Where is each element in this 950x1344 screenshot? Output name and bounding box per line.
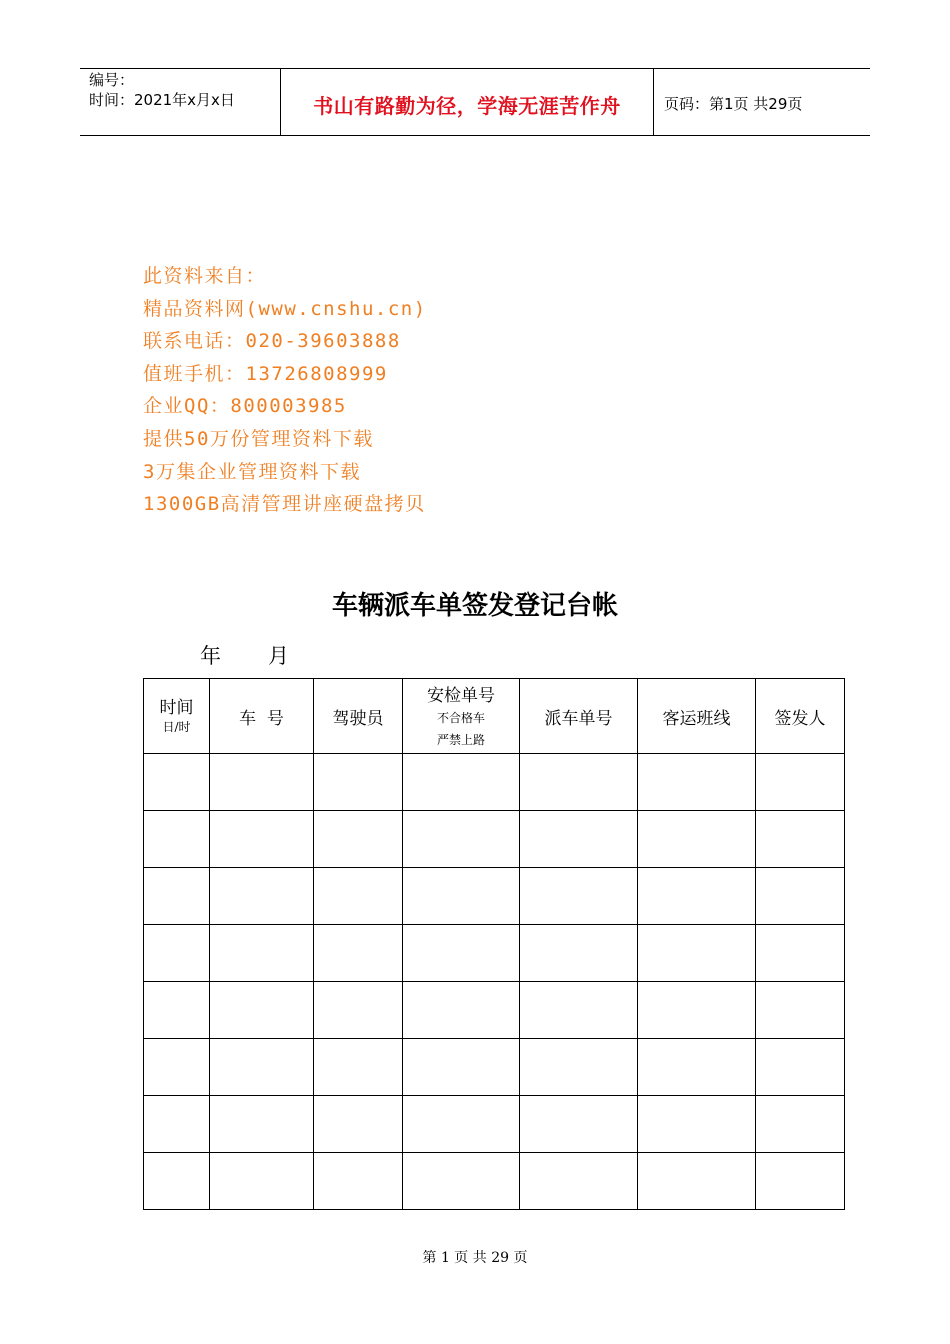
table-cell[interactable] bbox=[403, 754, 520, 811]
table-cell[interactable] bbox=[638, 754, 756, 811]
inspection-header-note: 不合格车 bbox=[436, 710, 485, 725]
table-cell[interactable] bbox=[314, 982, 403, 1039]
table-cell[interactable] bbox=[520, 754, 638, 811]
header-motto: 书山有路勤为径，学海无涯苦作舟 bbox=[313, 94, 621, 118]
column-header-issuer bbox=[756, 679, 845, 754]
table-cell[interactable] bbox=[520, 811, 638, 868]
source-line: 1300GB高清管理讲座硬盘拷贝 bbox=[143, 493, 426, 516]
table-cell[interactable] bbox=[403, 925, 520, 982]
table-row bbox=[144, 1039, 845, 1096]
column-header-driver bbox=[314, 679, 403, 754]
table-cell[interactable] bbox=[314, 811, 403, 868]
column-header-plate bbox=[210, 679, 314, 754]
table-cell[interactable] bbox=[520, 1096, 638, 1153]
header-page-info: 页码：第1页 共29页 bbox=[664, 95, 803, 113]
document-header bbox=[80, 68, 870, 136]
inspection-header-label: 安检单号 bbox=[427, 685, 495, 706]
table-cell[interactable] bbox=[144, 811, 210, 868]
table-cell[interactable] bbox=[756, 1096, 845, 1153]
table-cell[interactable] bbox=[144, 1153, 210, 1210]
header-motto-cell bbox=[281, 69, 654, 135]
table-body bbox=[144, 754, 845, 1210]
table-cell[interactable] bbox=[314, 1039, 403, 1096]
source-line: 提供50万份管理资料下载 bbox=[143, 427, 374, 450]
table-cell[interactable] bbox=[210, 868, 314, 925]
column-header-inspection bbox=[403, 679, 520, 754]
table-cell[interactable] bbox=[403, 982, 520, 1039]
plate-header-label: 车 号 bbox=[239, 708, 284, 729]
table-cell[interactable] bbox=[144, 754, 210, 811]
table-cell[interactable] bbox=[144, 982, 210, 1039]
table-cell[interactable] bbox=[210, 982, 314, 1039]
page-footer: 第 1 页 共 29 页 bbox=[422, 1250, 528, 1266]
issuer-header-label: 签发人 bbox=[774, 708, 826, 729]
table-row bbox=[144, 811, 845, 868]
table-cell[interactable] bbox=[144, 868, 210, 925]
column-header-time bbox=[144, 679, 210, 754]
table-cell[interactable] bbox=[638, 1039, 756, 1096]
column-header-route bbox=[638, 679, 756, 754]
source-line: 值班手机：13726808999 bbox=[143, 362, 388, 385]
table-cell[interactable] bbox=[520, 925, 638, 982]
table-cell[interactable] bbox=[520, 1039, 638, 1096]
table-cell[interactable] bbox=[210, 1096, 314, 1153]
document-title: 车辆派车单签发登记台帐 bbox=[331, 591, 618, 621]
time-header-label: 时间 bbox=[159, 698, 194, 718]
table-cell[interactable] bbox=[756, 811, 845, 868]
table-cell[interactable] bbox=[314, 754, 403, 811]
table-cell[interactable] bbox=[210, 754, 314, 811]
table-cell[interactable] bbox=[403, 811, 520, 868]
table-cell[interactable] bbox=[144, 925, 210, 982]
table-cell[interactable] bbox=[638, 925, 756, 982]
table-cell[interactable] bbox=[638, 811, 756, 868]
source-line: 此资料来自： bbox=[143, 265, 267, 287]
source-line: 3万集企业管理资料下载 bbox=[143, 460, 361, 483]
table-cell[interactable] bbox=[403, 1096, 520, 1153]
time-header-sublabel: 日/时 bbox=[162, 720, 191, 734]
table-cell[interactable] bbox=[144, 1039, 210, 1096]
table-cell[interactable] bbox=[403, 1039, 520, 1096]
source-line: 联系电话：020-39603888 bbox=[143, 330, 401, 353]
table-cell[interactable] bbox=[210, 1039, 314, 1096]
table-cell[interactable] bbox=[520, 1153, 638, 1210]
table-cell[interactable] bbox=[144, 1096, 210, 1153]
source-line: 精品资料网(www.cnshu.cn) bbox=[143, 297, 427, 320]
table-cell[interactable] bbox=[210, 811, 314, 868]
table-row bbox=[144, 754, 845, 811]
table-cell[interactable] bbox=[756, 868, 845, 925]
table-cell[interactable] bbox=[520, 982, 638, 1039]
document-number-label: 编号： bbox=[89, 71, 135, 89]
column-header-dispatch-number bbox=[520, 679, 638, 754]
table-cell[interactable] bbox=[403, 1153, 520, 1210]
source-info-block bbox=[143, 260, 427, 521]
month-label: 月 bbox=[268, 644, 289, 668]
inspection-header-note: 严禁上路 bbox=[436, 732, 485, 747]
table-row bbox=[144, 1096, 845, 1153]
table-cell[interactable] bbox=[638, 1153, 756, 1210]
table-row bbox=[144, 925, 845, 982]
table-row bbox=[144, 1153, 845, 1210]
table-cell[interactable] bbox=[314, 1096, 403, 1153]
header-meta-cell bbox=[80, 69, 281, 135]
table-cell[interactable] bbox=[638, 982, 756, 1039]
table-cell[interactable] bbox=[756, 754, 845, 811]
table-cell[interactable] bbox=[638, 1096, 756, 1153]
table-cell[interactable] bbox=[210, 925, 314, 982]
table-cell[interactable] bbox=[210, 1153, 314, 1210]
table-cell[interactable] bbox=[520, 868, 638, 925]
header-page-cell bbox=[654, 69, 870, 135]
table-row bbox=[144, 982, 845, 1039]
route-header-label: 客运班线 bbox=[662, 708, 731, 729]
table-header-row bbox=[144, 679, 845, 754]
source-line: 企业QQ：800003985 bbox=[143, 395, 347, 418]
table-cell[interactable] bbox=[314, 1153, 403, 1210]
table-row bbox=[144, 868, 845, 925]
dispatch-ledger-table bbox=[143, 678, 845, 1210]
table-cell[interactable] bbox=[756, 982, 845, 1039]
table-cell[interactable] bbox=[756, 925, 845, 982]
table-cell[interactable] bbox=[314, 868, 403, 925]
table-cell[interactable] bbox=[756, 1039, 845, 1096]
table-cell[interactable] bbox=[638, 868, 756, 925]
table-cell[interactable] bbox=[403, 868, 520, 925]
driver-header-label: 驾驶员 bbox=[332, 708, 384, 729]
table-cell[interactable] bbox=[756, 1153, 845, 1210]
document-date-label: 时间：2021年x月x日 bbox=[89, 91, 235, 109]
year-label: 年 bbox=[200, 644, 221, 668]
table-cell[interactable] bbox=[314, 925, 403, 982]
dispatch-number-header-label: 派车单号 bbox=[544, 708, 613, 729]
